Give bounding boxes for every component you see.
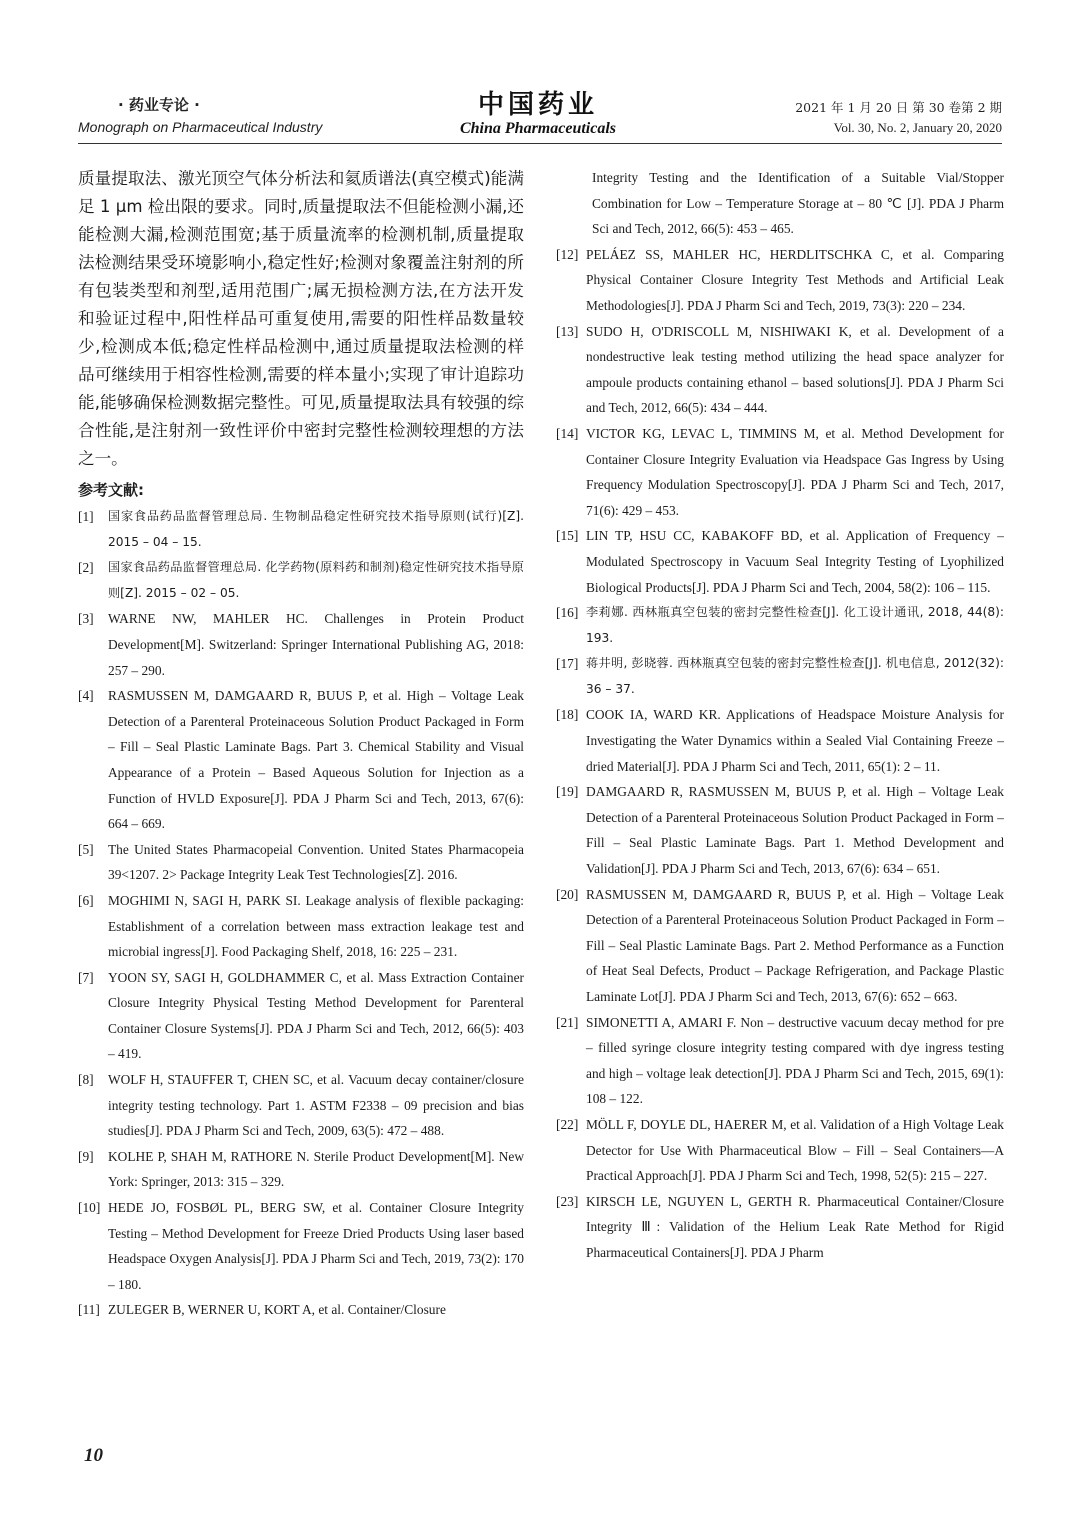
reference-number: [10] (78, 1200, 101, 1216)
reference-text: 李莉娜. 西林瓶真空包装的密封完整性检查[J]. 化工设计通讯, 2018, 44(8): 193. (586, 605, 1004, 645)
reference-text: RASMUSSEN M, DAMGAARD R, BUUS P, et al. High – Voltage Leak Detection of a Parenteral Proteinaceous Solution Product Packaged in Form – Fill – Seal Plastic Laminate Bags. Part 2. Method Performance as a Function of Heat Seal Defects, Product – Package Refrigeration, and Package Plastic Laminate Lot[J]. PDA J Pharm Sci and Tech, 2013, 67(6): 652 – 663. (586, 886, 1004, 1004)
reference-number: [21] (556, 1014, 579, 1030)
reference-item (78, 888, 524, 965)
reference-text: 国家食品药品监督管理总局. 生物制品稳定性研究技术指导原则(试行)[Z]. 2015 – 04 – 15. (108, 509, 524, 549)
reference-text: LIN TP, HSU CC, KABAKOFF BD, et al. Application of Frequency – Modulated Spectroscopy in Vacuum Seal Integrity Testing of Lyophilized Biological Products[J]. PDA J Pharm Sci and Tech, 2004, 58(2): 106 – 115. (586, 528, 1004, 595)
issue-volume: Vol. 30, No. 2, January 20, 2020 (833, 120, 1002, 135)
reference-item (78, 683, 524, 837)
reference-item (556, 319, 1004, 421)
reference-number: [20] (556, 886, 579, 902)
header-right (795, 98, 1002, 138)
reference-text: KIRSCH LE, NGUYEN L, GERTH R. Pharmaceutical Container/Closure Integrity Ⅲ: Validation of the Helium Leak Rate Method for Rigid Pharmaceutical Containers[J]. PDA J Pharm (586, 1193, 1004, 1260)
reference-text: HEDE JO, FOSBØL PL, BERG SW, et al. Container Closure Integrity Testing – Method Development for Freeze Dried Products Using laser based Headspace Oxygen Analysis[J]. PDA J Pharm Sci and Tech, 2019, 73(2): 170 – 180. (108, 1200, 524, 1292)
reference-text: VICTOR KG, LEVAC L, TIMMINS M, et al. Method Development for Container Closure Integrity Evaluation via Headspace Gas Ingress by Using Frequency Modulation Spectroscopy[J]. PDA J Pharm Sci and Tech, 2017, 71(6): 429 – 453. (586, 425, 1004, 518)
reference-item (78, 1297, 524, 1323)
references-list-left (78, 504, 524, 1323)
reference-item (556, 651, 1004, 702)
reference-text: WOLF H, STAUFFER T, CHEN SC, et al. Vacuum decay container/closure integrity testing technology. Part 1. ASTM F2338 – 09 precision and bias studies[J]. PDA J Pharm Sci and Tech, 2009, 63(5): 472 – 488. (108, 1072, 524, 1139)
reference-text: 国家食品药品监督管理总局. 化学药物(原料药和制剂)稳定性研究技术指导原则[Z]. 2015 – 02 – 05. (108, 560, 524, 600)
reference-number: [3] (78, 611, 94, 627)
reference-number: [22] (556, 1116, 579, 1132)
reference-number: [16] (556, 605, 579, 621)
reference-number: [1] (78, 509, 94, 524)
reference-text: SIMONETTI A, AMARI F. Non – destructive vacuum decay method for pre – filled syringe closure integrity testing compared with dye ingress testing and high – voltage leak detection[J]. PDA J Pharm Sci and Tech, 2015, 69(1): 108 – 122. (586, 1014, 1004, 1107)
reference-number: [2] (78, 560, 94, 576)
page-header (78, 92, 1002, 140)
issue-date: 2021 年 1 月 20 日 第 30 卷第 2 期 (795, 100, 1002, 115)
journal-logo-en: China Pharmaceuticals (459, 120, 617, 137)
reference-item (78, 965, 524, 1067)
reference-number: [12] (556, 246, 579, 262)
reference-text: PELÁEZ SS, MAHLER HC, HERDLITSCHKA C, et al. Comparing Physical Container Closure Integrity Test Methods and Artificial Leak Methodologies[J]. PDA J Pharm Sci and Tech, 2019, 73(3): 220 – 234. (586, 246, 1004, 313)
section-name-en: Monograph on Pharmaceutical Industry (78, 119, 323, 135)
reference-number: [4] (78, 688, 94, 704)
reference-text: 蒋井明, 彭晓蓉. 西林瓶真空包装的密封完整性检查[J]. 机电信息, 2012(32): 36 – 37. (586, 656, 1004, 696)
reference-text: ZULEGER B, WERNER U, KORT A, et al. Container/Closure (108, 1302, 446, 1318)
reference-item (556, 1189, 1004, 1266)
reference-item (78, 837, 524, 888)
reference-text: RASMUSSEN M, DAMGAARD R, BUUS P, et al. High – Voltage Leak Detection of a Parenteral Proteinaceous Solution Product Packaged in Form – Fill – Seal Plastic Laminate Bags. Part 3. Chemical Stability and Visual Appearance of a Protein – Based Aqueous Solution for Injection as a Function of HVLD Exposure[J]. PDA J Pharm Sci and Tech, 2013, 67(6): 664 – 669. (108, 688, 524, 832)
reference-item (78, 1067, 524, 1144)
reference-item (556, 600, 1004, 651)
reference-number: [13] (556, 323, 579, 339)
reference-number: [5] (78, 841, 94, 857)
reference-item (556, 523, 1004, 600)
reference-text: MÖLL F, DOYLE DL, HAERER M, et al. Validation of a High Voltage Leak Detector for Use With Pharmaceutical Blow – Fill – Seal Containers—A Practical Approach[J]. PDA J Pharm Sci and Tech, 1998, 52(5): 215 – 227. (586, 1116, 1004, 1184)
reference-item (556, 882, 1004, 1010)
page-number: 10 (84, 1445, 103, 1466)
reference-number: [8] (78, 1072, 94, 1088)
reference-number: [6] (78, 892, 94, 908)
reference-text: KOLHE P, SHAH M, RATHORE N. Sterile Product Development[M]. New York: Springer, 2013: 315 – 329. (108, 1148, 524, 1190)
reference-item (556, 242, 1004, 319)
reference-continuation: Integrity Testing and the Identification of a Suitable Vial/Stopper Combination for Low – Temperature Storage at – 80 ℃ [J]. PDA J Pharm Sci and Tech, 2012, 66(5): 453 – 465. (592, 170, 1004, 237)
reference-number: [14] (556, 425, 579, 441)
reference-text: SUDO H, O'DRISCOLL M, NISHIWAKI K, et al. Development of a nondestructive leak testing method utilizing the head space analyzer for ampoule products containing ethanol – based solutions[J]. PDA J Pharm Sci and Tech, 2012, 66(5): 434 – 444. (586, 323, 1004, 416)
reference-number: [17] (556, 656, 579, 672)
reference-item (78, 1144, 524, 1195)
journal-logo (438, 92, 638, 138)
section-name: · 药业专论 · (118, 96, 200, 114)
references-title: 参考文献: (78, 481, 144, 499)
journal-logo-cn: 中国药业 (477, 90, 598, 120)
right-column (556, 165, 1004, 1266)
reference-item (556, 421, 1004, 523)
body-paragraph: 质量提取法、激光顶空气体分析法和氦质谱法(真空模式)能满足 1 μm 检出限的要求。同时,质量提取法不但能检测小漏,还能检测大漏,检测范围宽;基于质量流率的检测机制,质量提取法检测结果受环境影响小,稳定性好;检测对象覆盖注射剂的所有包装类型和剂型,适用范围广;属无损检测方法,在方法开发和验证过程中,阳性样品可重复使用,需要的阳性样品数量较少,检测成本低;稳定性样品检测中,通过质量提取法检测的样品可继续用于相容性检测,需要的样本量小;实现了审计追踪功能,能够确保检测数据完整性。可见,质量提取法具有较强的综合性能,是注射剂一致性评价中密封完整性检测较理想的方法之一。 (78, 169, 524, 468)
reference-item (78, 504, 524, 555)
reference-number: [11] (78, 1302, 100, 1318)
reference-text: MOGHIMI N, SAGI H, PARK SI. Leakage analysis of flexible packaging: Establishment of a correlation between mass extraction leakage test and microbial ingress[J]. Food Packaging Shelf, 2018, 16: 225 – 231. (108, 892, 524, 960)
left-column (78, 165, 524, 1323)
reference-text: The United States Pharmacopeial Convention. United States Pharmacopeia 39<1207. 2> Package Integrity Leak Test Technologies[Z]. 2016. (108, 841, 524, 883)
reference-number: [23] (556, 1193, 579, 1209)
reference-item (556, 779, 1004, 881)
reference-item (556, 702, 1004, 779)
header-rule (78, 143, 1002, 144)
reference-number: [7] (78, 969, 94, 985)
reference-item (78, 606, 524, 683)
reference-item (556, 1112, 1004, 1189)
reference-item (556, 1010, 1004, 1112)
reference-text: YOON SY, SAGI H, GOLDHAMMER C, et al. Mass Extraction Container Closure Integrity Physical Testing Method Development for Parenteral Container Closure Systems[J]. PDA J Pharm Sci and Tech, 2012, 66(5): 403 – 419. (108, 969, 524, 1062)
header-left (78, 94, 408, 135)
reference-item (78, 555, 524, 606)
reference-item (78, 1195, 524, 1297)
reference-number: [15] (556, 528, 579, 544)
reference-number: [18] (556, 707, 579, 723)
reference-number: [19] (556, 784, 579, 800)
reference-text: DAMGAARD R, RASMUSSEN M, BUUS P, et al. High – Voltage Leak Detection of a Parenteral Proteinaceous Solution Product Packaged in Form – Fill – Seal Plastic Laminate Bags. Part 1. Method Development and Validation[J]. PDA J Pharm Sci and Tech, 2013, 67(6): 634 – 651. (586, 784, 1004, 877)
reference-number: [9] (78, 1148, 94, 1164)
reference-text: WARNE NW, MAHLER HC. Challenges in Protein Product Development[M]. Switzerland: Springer International Publishing AG, 2018: 257 – 290. (108, 611, 524, 678)
references-list-right (556, 242, 1004, 1266)
reference-text: COOK IA, WARD KR. Applications of Headspace Moisture Analysis for Investigating the Water Dynamics within a Sealed Vial Containing Freeze – dried Material[J]. PDA J Pharm Sci and Tech, 2011, 65(1): 2 – 11. (586, 707, 1004, 774)
